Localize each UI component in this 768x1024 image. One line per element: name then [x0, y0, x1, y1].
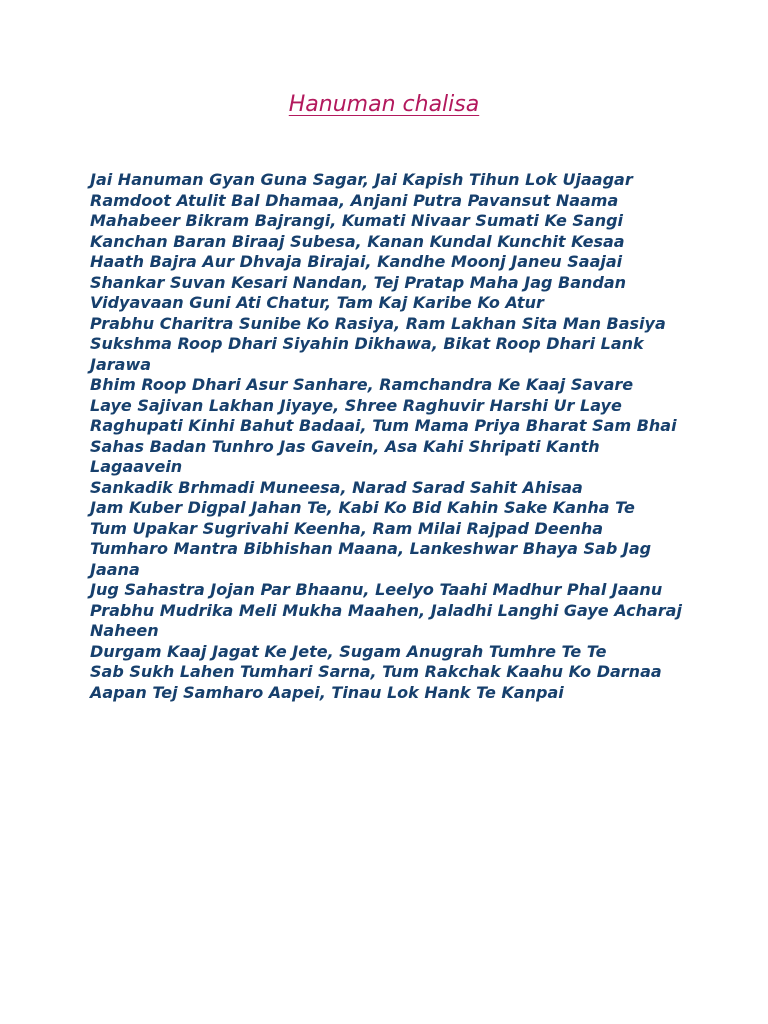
verse-line: Laye Sajivan Lakhan Jiyaye, Shree Raghuvir Harshi Ur Laye [90, 395, 622, 415]
verse-line: Jai Hanuman Gyan Guna Sagar, Jai Kapish Tihun Lok Ujaagar [90, 170, 633, 189]
verse-line: Prabhu Mudrika Meli Mukha Maahen, Jaladhi Langhi Gaye Acharaj Naheen [90, 600, 682, 640]
verse-line: Jam Kuber Digpal Jahan Te, Kabi Ko Bid Kahin Sake Kanha Te [90, 498, 635, 517]
verse-line: Jug Sahastra Jojan Par Bhaanu, Leelyo Taahi Madhur Phal Jaanu [90, 580, 663, 599]
verse-line: Sukshma Roop Dhari Siyahin Dikhawa, Bikat Roop Dhari Lank Jarawa [90, 334, 644, 374]
page-title: Hanuman chalisa [288, 92, 480, 117]
verse-line: Mahabeer Bikram Bajrangi, Kumati Nivaar Sumati Ke Sangi [90, 211, 624, 230]
verse-line: Tumharo Mantra Bibhishan Maana, Lankeshwar Bhaya Sab Jag Jaana [90, 539, 652, 579]
verse-list [90, 170, 690, 703]
verse-line: Sahas Badan Tunhro Jas Gavein, Asa Kahi Shripati Kanth Lagaavein [90, 436, 600, 476]
verse-line: Raghupati Kinhi Bahut Badaai, Tum Mama Priya Bharat Sam Bhai [90, 416, 677, 435]
verse-line: Vidyavaan Guni Ati Chatur, Tam Kaj Karibe Ko Atur [90, 293, 544, 312]
verse-line: Sankadik Brhmadi Muneesa, Narad Sarad Sahit Ahisaa [90, 477, 583, 497]
verse-line: Aapan Tej Samharo Aapei, Tinau Lok Hank Te Kanpai [90, 682, 564, 702]
verse-line: Ramdoot Atulit Bal Dhamaa, Anjani Putra Pavansut Naama [90, 190, 619, 210]
verse-line: Haath Bajra Aur Dhvaja Birajai, Kandhe Moonj Janeu Saajai [90, 252, 623, 271]
verse-line: Shankar Suvan Kesari Nandan, Tej Pratap Maha Jag Bandan [90, 272, 627, 292]
verse-line: Sab Sukh Lahen Tumhari Sarna, Tum Rakchak Kaahu Ko Darnaa [90, 662, 662, 681]
verse-line: Tum Upakar Sugrivahi Keenha, Ram Milai Rajpad Deenha [90, 518, 604, 538]
verse-line: Prabhu Charitra Sunibe Ko Rasiya, Ram Lakhan Sita Man Basiya [90, 313, 666, 333]
verse-line: Durgam Kaaj Jagat Ke Jete, Sugam Anugrah Tumhre Te Te [90, 641, 607, 661]
verse-line: Kanchan Baran Biraaj Subesa, Kanan Kundal Kunchit Kesaa [90, 231, 625, 251]
verse-line: Bhim Roop Dhari Asur Sanhare, Ramchandra Ke Kaaj Savare [90, 375, 634, 394]
